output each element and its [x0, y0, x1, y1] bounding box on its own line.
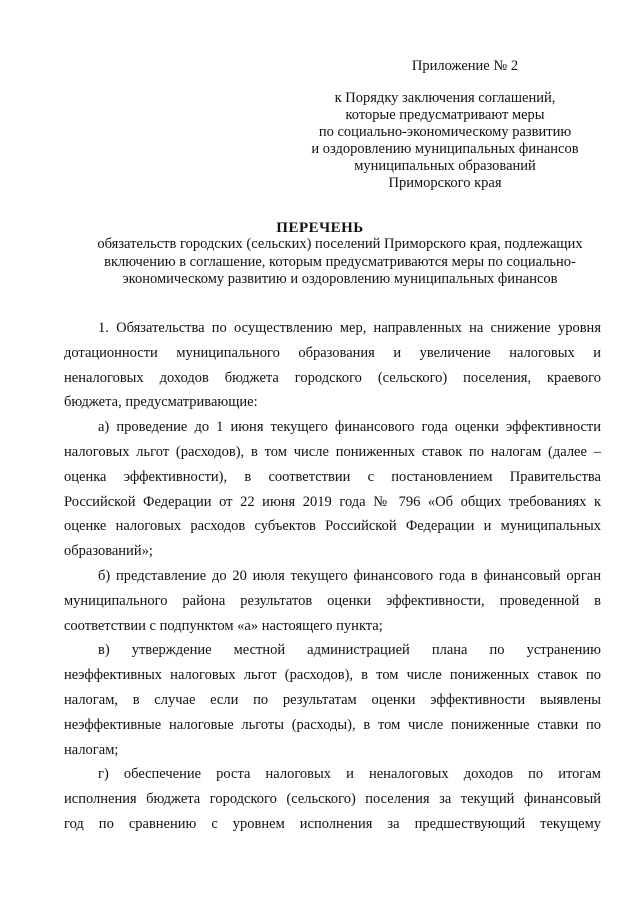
appendix-line: которые предусматривают меры	[345, 107, 545, 123]
text-line: налогам, в случае если по результатам оценки эффективности выявлены	[64, 691, 601, 708]
paragraph-g	[64, 762, 601, 836]
appendix-line: по социально-экономическому развитию	[318, 124, 572, 140]
text-line: муниципального района результатов оценки эффективности, проведенной в	[64, 592, 601, 609]
paragraph-b	[64, 564, 601, 638]
text-line: исполнения бюджета городского (сельского) поселения за текущий финансовый	[64, 791, 601, 808]
appendix-line: к Порядку заключения соглашений,	[334, 90, 556, 106]
paragraph-v	[64, 638, 601, 762]
text-line: неналоговых доходов бюджета городского (сельского) поселения, краевого	[64, 369, 601, 386]
text-line: неэффективных налоговых льгот (расходов), в том числе пониженных ставок по	[64, 667, 601, 684]
subtitle-line: экономическому развитию и оздоровлению муниципальных финансов	[122, 271, 558, 287]
text-line: налоговых льгот (расходов), в том числе пониженных ставок по налогам (далее –	[64, 443, 601, 460]
text-line: год по сравнению с уровнем исполнения за предшествующий текущему	[64, 815, 601, 832]
appendix-number: Приложение № 2	[411, 58, 519, 74]
text-line: Российской Федерации от 22 июня 2019 года № 796 «Об общих требованиях к	[64, 493, 601, 510]
paragraph-a	[64, 415, 601, 564]
text-line: оценке налоговых расходов субъектов Российской Федерации и муниципальных	[64, 518, 601, 535]
text-line: бюджета, предусматривающие:	[64, 394, 258, 411]
text-line: неэффективные налоговые льготы (расходы), в том числе пониженные ставки по	[64, 716, 601, 733]
text-line: в) утверждение местной администрацией плана по устранению	[98, 642, 601, 659]
appendix-line: муниципальных образований	[354, 158, 536, 174]
paragraph-1	[64, 316, 601, 415]
appendix-line: Приморского края	[388, 175, 502, 191]
subtitle-line: включению в соглашение, которым предусматриваются меры по социально-	[104, 253, 576, 270]
document-title: ПЕРЕЧЕНЬ	[276, 220, 364, 236]
subtitle-line: обязательств городских (сельских) поселений Приморского края, подлежащих	[97, 236, 583, 252]
appendix-line: и оздоровлению муниципальных финансов	[311, 141, 579, 157]
text-line: 1. Обязательства по осуществлению мер, направленных на снижение уровня	[98, 320, 601, 336]
text-line: дотационности муниципального образования и увеличение налоговых и	[64, 344, 601, 361]
text-line: б) представление до 20 июля текущего финансового года в финансовый орган	[98, 567, 601, 584]
document-body	[64, 316, 601, 837]
appendix-header	[290, 58, 600, 192]
text-line: оценка эффективности), в соответствии с постановлением Правительства	[64, 468, 601, 485]
text-line: образований»;	[64, 543, 153, 560]
text-line: г) обеспечение роста налоговых и неналоговых доходов по итогам	[98, 766, 601, 783]
text-line: а) проведение до 1 июня текущего финансового года оценки эффективности	[98, 419, 601, 436]
text-line: соответствии с подпунктом «а» настоящего пункта;	[64, 617, 383, 634]
document-subtitle	[70, 236, 610, 289]
text-line: налогам;	[64, 741, 119, 758]
